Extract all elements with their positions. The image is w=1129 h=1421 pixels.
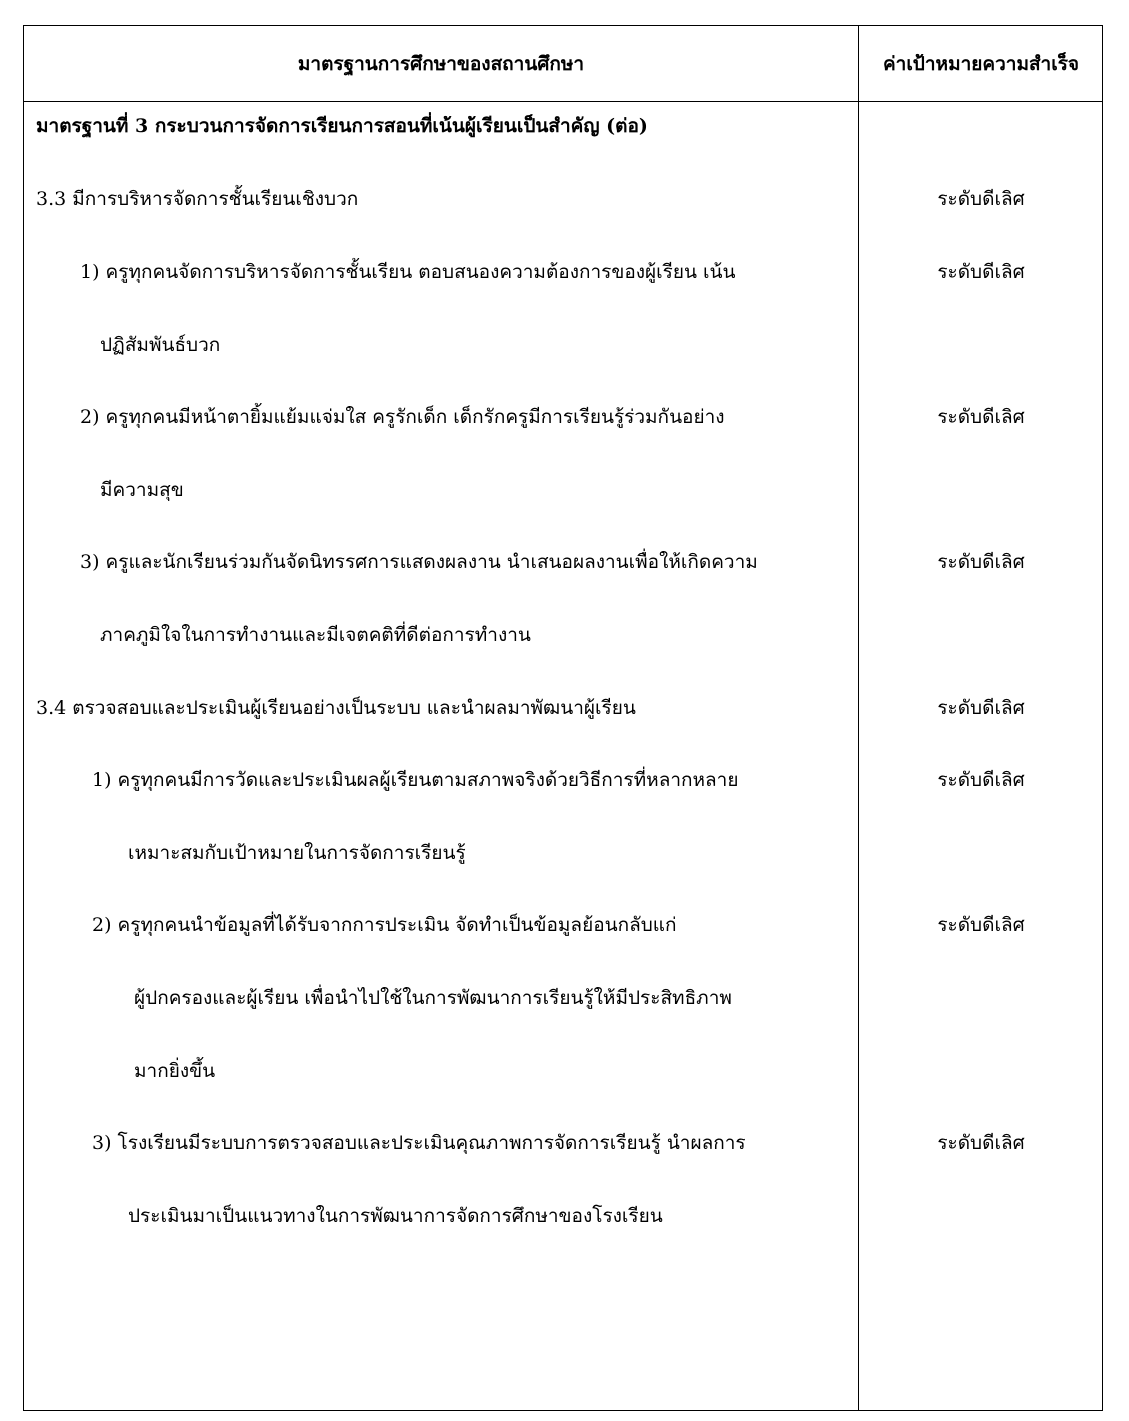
header-divider	[24, 101, 1102, 102]
item-3-3-2-line1: 2) ครูทุกคนมีหน้าตายิ้มแย้มแจ่มใส ครูรักเด็ก เด็กรักครูมีการเรียนรู้ร่วมกันอย่าง	[80, 406, 725, 428]
target-3-3-2: ระดับดีเลิศ	[937, 406, 1025, 428]
target-3-3: ระดับดีเลิศ	[937, 188, 1025, 210]
item-3-3: 3.3 มีการบริหารจัดการชั้นเรียนเชิงบวก	[36, 188, 359, 210]
target-3-4-1: ระดับดีเลิศ	[937, 769, 1025, 791]
item-3-4-2-line2: ผู้ปกครองและผู้เรียน เพื่อนำไปใช้ในการพัฒนาการเรียนรู้ให้มีประสิทธิภาพ	[134, 987, 732, 1009]
item-3-4: 3.4 ตรวจสอบและประเมินผู้เรียนอย่างเป็นระบบ และนำผลมาพัฒนาผู้เรียน	[36, 697, 636, 719]
item-3-3-1-line2: ปฏิสัมพันธ์บวก	[100, 334, 221, 356]
target-3-3-1: ระดับดีเลิศ	[937, 261, 1025, 283]
item-3-3-2-line2: มีความสุข	[100, 479, 184, 501]
item-3-4-3-line1: 3) โรงเรียนมีระบบการตรวจสอบและประเมินคุณภาพการจัดการเรียนรู้ นำผลการ	[92, 1132, 746, 1154]
item-3-3-1-line1: 1) ครูทุกคนจัดการบริหารจัดการชั้นเรียน ตอบสนองความต้องการของผู้เรียน เน้น	[80, 261, 736, 283]
target-3-4: ระดับดีเลิศ	[937, 697, 1025, 719]
item-3-3-3-line1: 3) ครูและนักเรียนร่วมกันจัดนิทรรศการแสดงผลงาน นำเสนอผลงานเพื่อให้เกิดความ	[80, 551, 758, 573]
section-title: มาตรฐานที่ 3 กระบวนการจัดการเรียนการสอนที่เน้นผู้เรียนเป็นสำคัญ (ต่อ)	[36, 115, 648, 137]
item-3-4-2-line1: 2) ครูทุกคนนำข้อมูลที่ได้รับจากการประเมิน จัดทำเป็นข้อมูลย้อนกลับแก่	[92, 914, 677, 936]
item-3-4-1-line1: 1) ครูทุกคนมีการวัดและประเมินผลผู้เรียนตามสภาพจริงด้วยวิธีการที่หลากหลาย	[92, 769, 739, 791]
item-3-4-2-line3: มากยิ่งขึ้น	[134, 1060, 216, 1082]
standards-table	[23, 25, 1103, 1411]
target-3-4-2: ระดับดีเลิศ	[937, 914, 1025, 936]
header-target: ค่าเป้าหมายความสำเร็จ	[882, 52, 1080, 75]
item-3-4-1-line2: เหมาะสมกับเป้าหมายในการจัดการเรียนรู้	[128, 842, 466, 864]
target-3-3-3: ระดับดีเลิศ	[937, 551, 1025, 573]
header-standard: มาตรฐานการศึกษาของสถานศึกษา	[297, 52, 585, 75]
target-3-4-3: ระดับดีเลิศ	[937, 1132, 1025, 1154]
item-3-3-3-line2: ภาคภูมิใจในการทำงานและมีเจตคติที่ดีต่อการทำงาน	[100, 624, 531, 646]
item-3-4-3-line2: ประเมินมาเป็นแนวทางในการพัฒนาการจัดการศึกษาของโรงเรียน	[128, 1205, 663, 1227]
